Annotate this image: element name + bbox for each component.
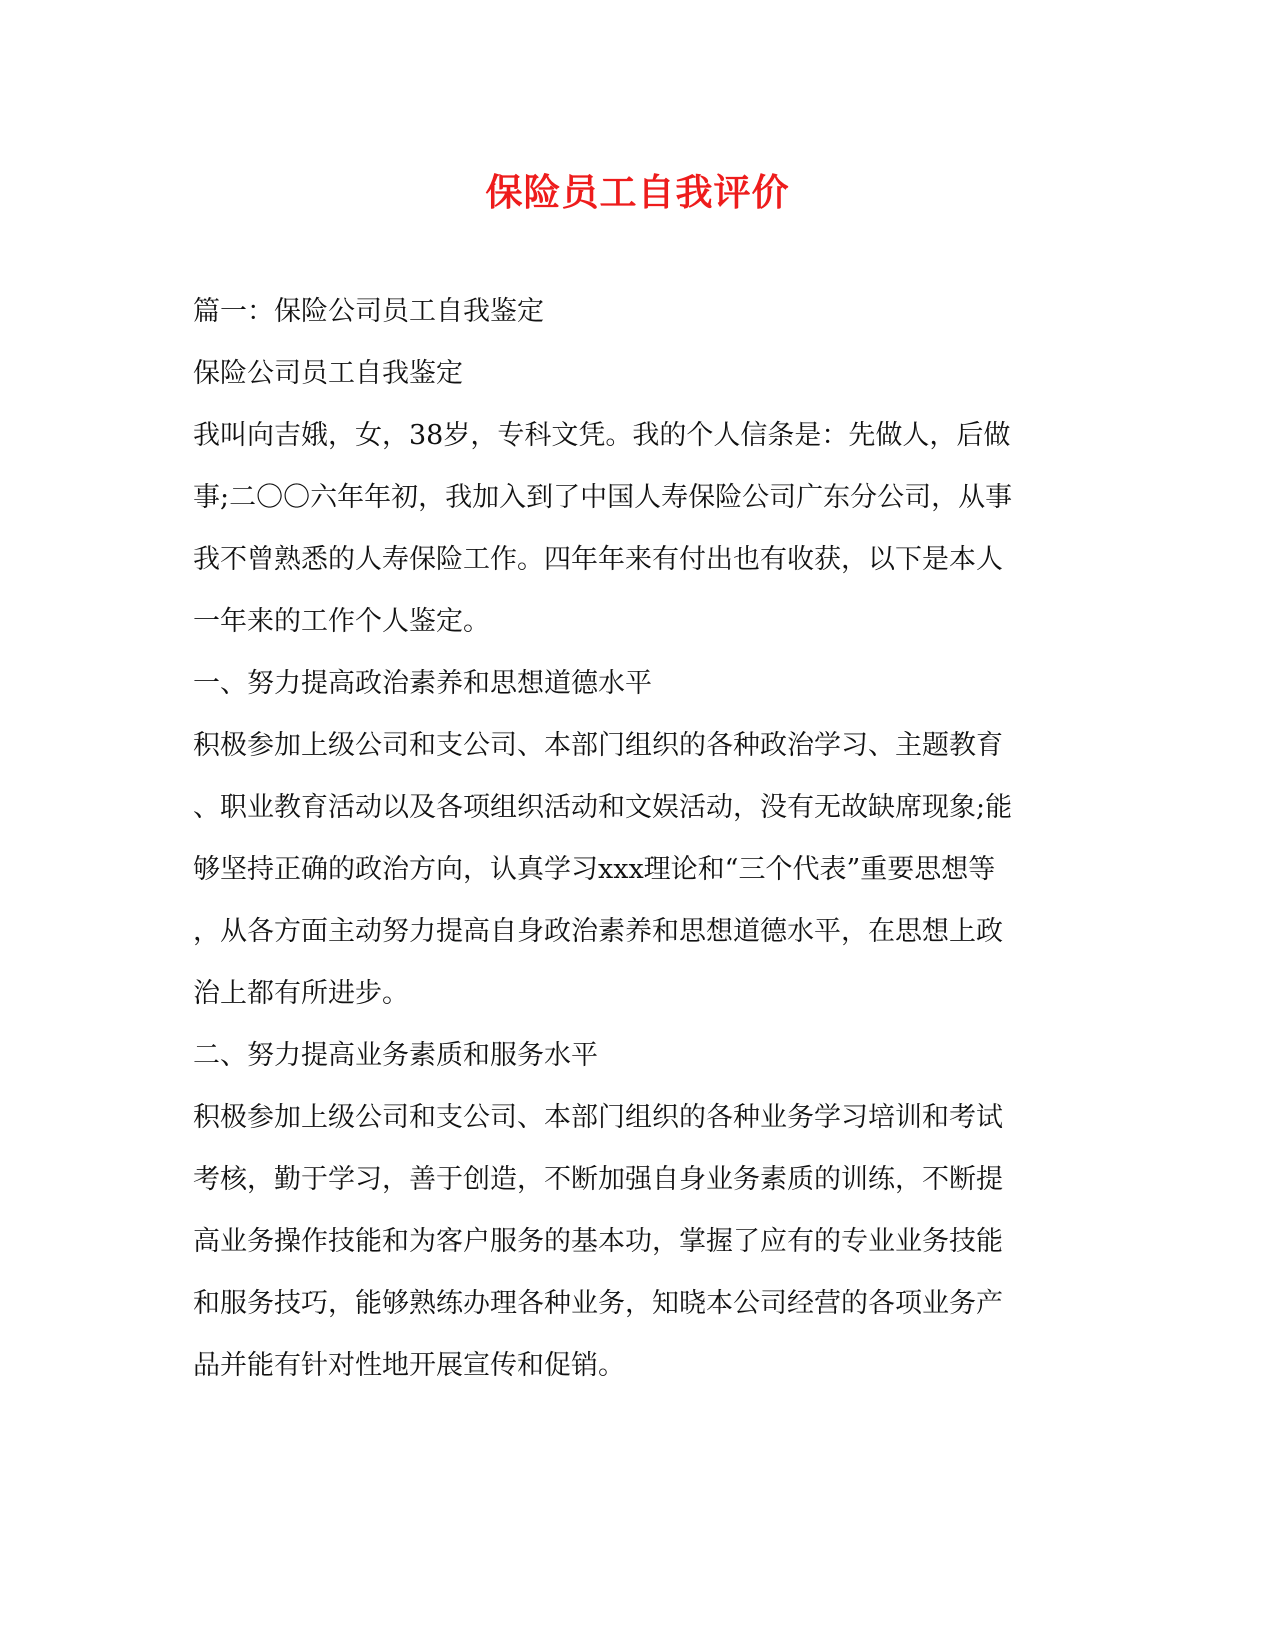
paragraph-line: 够坚持正确的政治方向，认真学习xxx理论和“三个代表”重要思想等 [193, 854, 996, 885]
document-title: 保险员工自我评价 [485, 170, 790, 214]
paragraph-line: 、职业教育活动以及各项组织活动和文娱活动，没有无故缺席现象;能 [193, 792, 1013, 823]
paragraph-line: 品并能有针对性地开展宣传和促销。 [193, 1350, 625, 1381]
paragraph-line: 治上都有所进步。 [193, 978, 409, 1009]
section-heading-part-one: 篇一：保险公司员工自我鉴定 [193, 296, 544, 327]
paragraph-line: 我不曾熟悉的人寿保险工作。四年年来有付出也有收获，以下是本人 [193, 544, 1003, 575]
paragraph-line: 积极参加上级公司和支公司、本部门组织的各种政治学习、主题教育 [193, 730, 1003, 761]
paragraph-line: 一年来的工作个人鉴定。 [193, 606, 490, 637]
paragraph-line: 和服务技巧，能够熟练办理各种业务，知晓本公司经营的各项业务产 [193, 1288, 1003, 1319]
paragraph-line: 我叫向吉娥，女，38岁，专科文凭。我的个人信条是：先做人，后做 [193, 420, 1011, 451]
paragraph-line: 考核，勤于学习，善于创造，不断加强自身业务素质的训练，不断提 [193, 1164, 1003, 1195]
paragraph-line: 事;二〇〇六年年初，我加入到了中国人寿保险公司广东分公司，从事 [193, 482, 1013, 513]
subheading: 保险公司员工自我鉴定 [193, 358, 463, 389]
paragraph-line: ，从各方面主动努力提高自身政治素养和思想道德水平，在思想上政 [193, 916, 1003, 947]
section-heading-one: 一、努力提高政治素养和思想道德水平 [193, 668, 652, 699]
paragraph-line: 积极参加上级公司和支公司、本部门组织的各种业务学习培训和考试 [193, 1102, 1003, 1133]
section-heading-two: 二、努力提高业务素质和服务水平 [193, 1040, 598, 1071]
paragraph-line: 高业务操作技能和为客户服务的基本功，掌握了应有的专业业务技能 [193, 1226, 1003, 1257]
